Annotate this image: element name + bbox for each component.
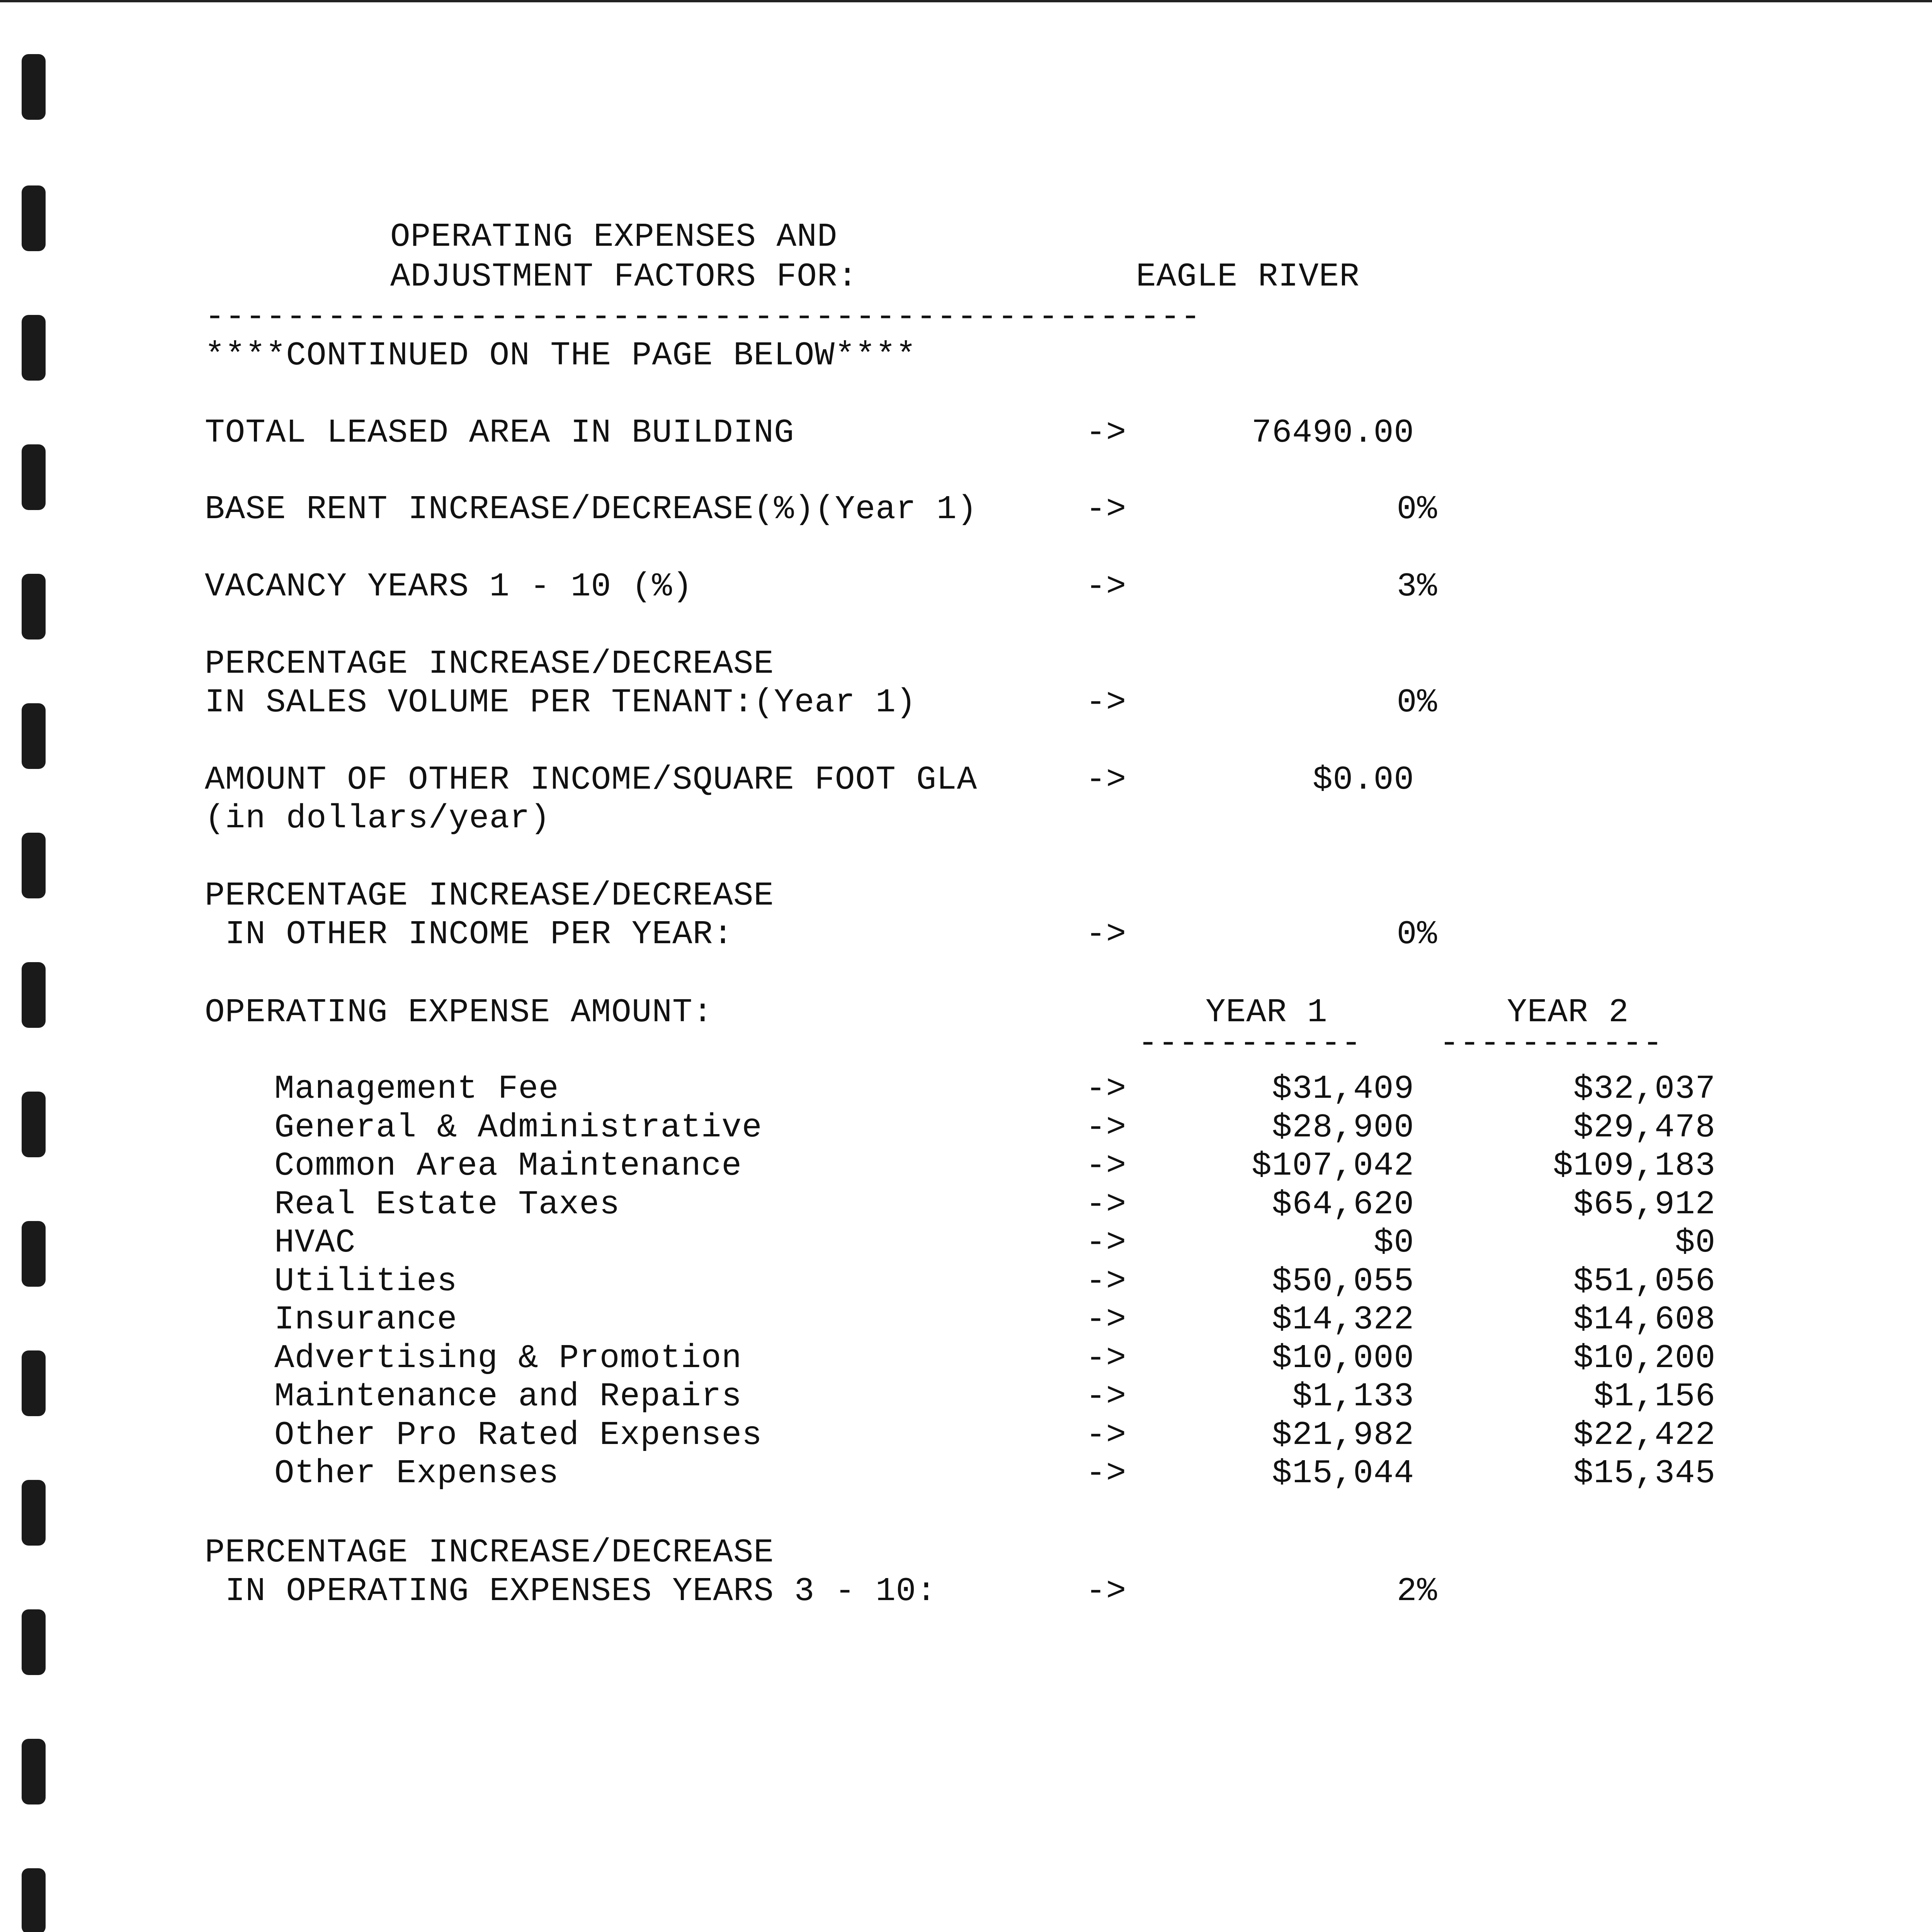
sales-volume-value: 0% xyxy=(1396,684,1437,721)
sales-volume-label-2: IN SALES VOLUME PER TENANT:(Year 1) xyxy=(205,684,917,721)
expense-name: Utilities xyxy=(274,1262,457,1300)
year1-amount: $28,900 xyxy=(1272,1109,1414,1146)
perforation-hole xyxy=(22,833,46,898)
title-line-2: ADJUSTMENT FACTORS FOR: xyxy=(390,258,858,296)
arrow: -> xyxy=(1086,1416,1127,1454)
perforation-hole xyxy=(22,962,46,1028)
opex-pct-value: 2% xyxy=(1396,1572,1437,1610)
year1-amount: $31,409 xyxy=(1272,1070,1414,1108)
perforation-hole xyxy=(22,1868,46,1932)
year2-amount: $22,422 xyxy=(1573,1416,1716,1454)
year2-amount: $14,608 xyxy=(1573,1301,1716,1338)
perforation-hole xyxy=(22,185,46,251)
arrow: -> xyxy=(1086,684,1127,721)
year2-amount: $51,056 xyxy=(1573,1262,1716,1300)
arrow: -> xyxy=(1086,1109,1127,1146)
year2-amount: $65,912 xyxy=(1573,1185,1716,1223)
arrow: -> xyxy=(1086,1147,1127,1185)
sales-volume-label-1: PERCENTAGE INCREASE/DECREASE xyxy=(205,645,774,683)
expense-name: Other Pro Rated Expenses xyxy=(274,1416,762,1454)
expense-name: General & Administrative xyxy=(274,1109,762,1146)
year1-amount: $21,982 xyxy=(1272,1416,1414,1454)
other-income-pct-label-2: IN OTHER INCOME PER YEAR: xyxy=(205,915,733,953)
total-leased-area-value: 76490.00 xyxy=(1252,414,1414,452)
continued-note: ****CONTINUED ON THE PAGE BELOW**** xyxy=(205,337,917,374)
arrow: -> xyxy=(1086,1185,1127,1223)
year2-amount: $32,037 xyxy=(1573,1070,1716,1108)
arrow: -> xyxy=(1086,915,1127,953)
perforation-hole xyxy=(22,54,46,120)
year2-amount: $29,478 xyxy=(1573,1109,1716,1146)
year1-amount: $14,322 xyxy=(1272,1301,1414,1338)
year1-amount: $50,055 xyxy=(1272,1262,1414,1300)
year2-amount: $15,345 xyxy=(1573,1454,1716,1492)
expense-name: HVAC xyxy=(274,1224,356,1262)
vacancy-value: 3% xyxy=(1396,568,1437,605)
perforation-hole xyxy=(22,1739,46,1804)
year2-amount: $0 xyxy=(1675,1224,1716,1262)
arrow: -> xyxy=(1086,1339,1127,1377)
property-name: EAGLE RIVER xyxy=(1136,258,1360,296)
arrow: -> xyxy=(1086,1224,1127,1262)
year1-amount: $1,133 xyxy=(1292,1378,1414,1415)
arrow: -> xyxy=(1086,490,1127,528)
total-leased-area-label: TOTAL LEASED AREA IN BUILDING xyxy=(205,414,794,452)
year1-amount: $0 xyxy=(1373,1224,1414,1262)
arrow: -> xyxy=(1086,414,1127,452)
scan-top-edge xyxy=(0,0,1932,2)
opex-pct-label-2: IN OPERATING EXPENSES YEARS 3 - 10: xyxy=(205,1572,937,1610)
header-divider: ------------------------------------------------- xyxy=(205,298,1201,336)
base-rent-value: 0% xyxy=(1396,490,1437,528)
perforation-hole xyxy=(22,1221,46,1287)
col-underline-year2: ----------- xyxy=(1439,1024,1663,1062)
base-rent-label: BASE RENT INCREASE/DECREASE(%)(Year 1) xyxy=(205,490,978,528)
arrow: -> xyxy=(1086,1262,1127,1300)
year1-amount: $107,042 xyxy=(1252,1147,1414,1185)
perforation-hole xyxy=(22,1092,46,1157)
other-income-pct-value: 0% xyxy=(1396,915,1437,953)
expense-name: Maintenance and Repairs xyxy=(274,1378,742,1415)
arrow: -> xyxy=(1086,1301,1127,1338)
arrow: -> xyxy=(1086,1454,1127,1492)
arrow: -> xyxy=(1086,761,1127,799)
expense-name: Real Estate Taxes xyxy=(274,1185,620,1223)
year2-amount: $109,183 xyxy=(1553,1147,1716,1185)
perforation-hole xyxy=(22,1350,46,1416)
year2-amount: $10,200 xyxy=(1573,1339,1716,1377)
perforation-hole xyxy=(22,1609,46,1675)
expense-name: Management Fee xyxy=(274,1070,559,1108)
other-income-pct-label-1: PERCENTAGE INCREASE/DECREASE xyxy=(205,877,774,915)
perforation-hole xyxy=(22,574,46,639)
arrow: -> xyxy=(1086,1378,1127,1415)
year1-amount: $64,620 xyxy=(1272,1185,1414,1223)
year1-amount: $15,044 xyxy=(1272,1454,1414,1492)
col-underline-year1: ----------- xyxy=(1138,1024,1362,1062)
expense-name: Advertising & Promotion xyxy=(274,1339,742,1377)
perforation-hole xyxy=(22,703,46,769)
year2-amount: $1,156 xyxy=(1594,1378,1716,1415)
arrow: -> xyxy=(1086,1070,1127,1108)
other-income-sqft-label-1: AMOUNT OF OTHER INCOME/SQUARE FOOT GLA xyxy=(205,761,978,799)
col-header-year2: YEAR 2 xyxy=(1507,993,1629,1031)
opex-pct-label-1: PERCENTAGE INCREASE/DECREASE xyxy=(205,1534,774,1571)
arrow: -> xyxy=(1086,1572,1127,1610)
perforation-hole xyxy=(22,444,46,510)
expense-name: Insurance xyxy=(274,1301,457,1338)
year1-amount: $10,000 xyxy=(1272,1339,1414,1377)
perforation-hole xyxy=(22,1480,46,1546)
expense-name: Common Area Maintenance xyxy=(274,1147,742,1185)
col-header-year1: YEAR 1 xyxy=(1206,993,1328,1031)
other-income-sqft-label-2: (in dollars/year) xyxy=(205,799,551,837)
expense-name: Other Expenses xyxy=(274,1454,559,1492)
perforation-hole xyxy=(22,315,46,381)
opex-label: OPERATING EXPENSE AMOUNT: xyxy=(205,993,713,1031)
vacancy-label: VACANCY YEARS 1 - 10 (%) xyxy=(205,568,693,605)
arrow: -> xyxy=(1086,568,1127,605)
title-line-1: OPERATING EXPENSES AND xyxy=(390,218,838,256)
other-income-sqft-value: $0.00 xyxy=(1312,761,1414,799)
